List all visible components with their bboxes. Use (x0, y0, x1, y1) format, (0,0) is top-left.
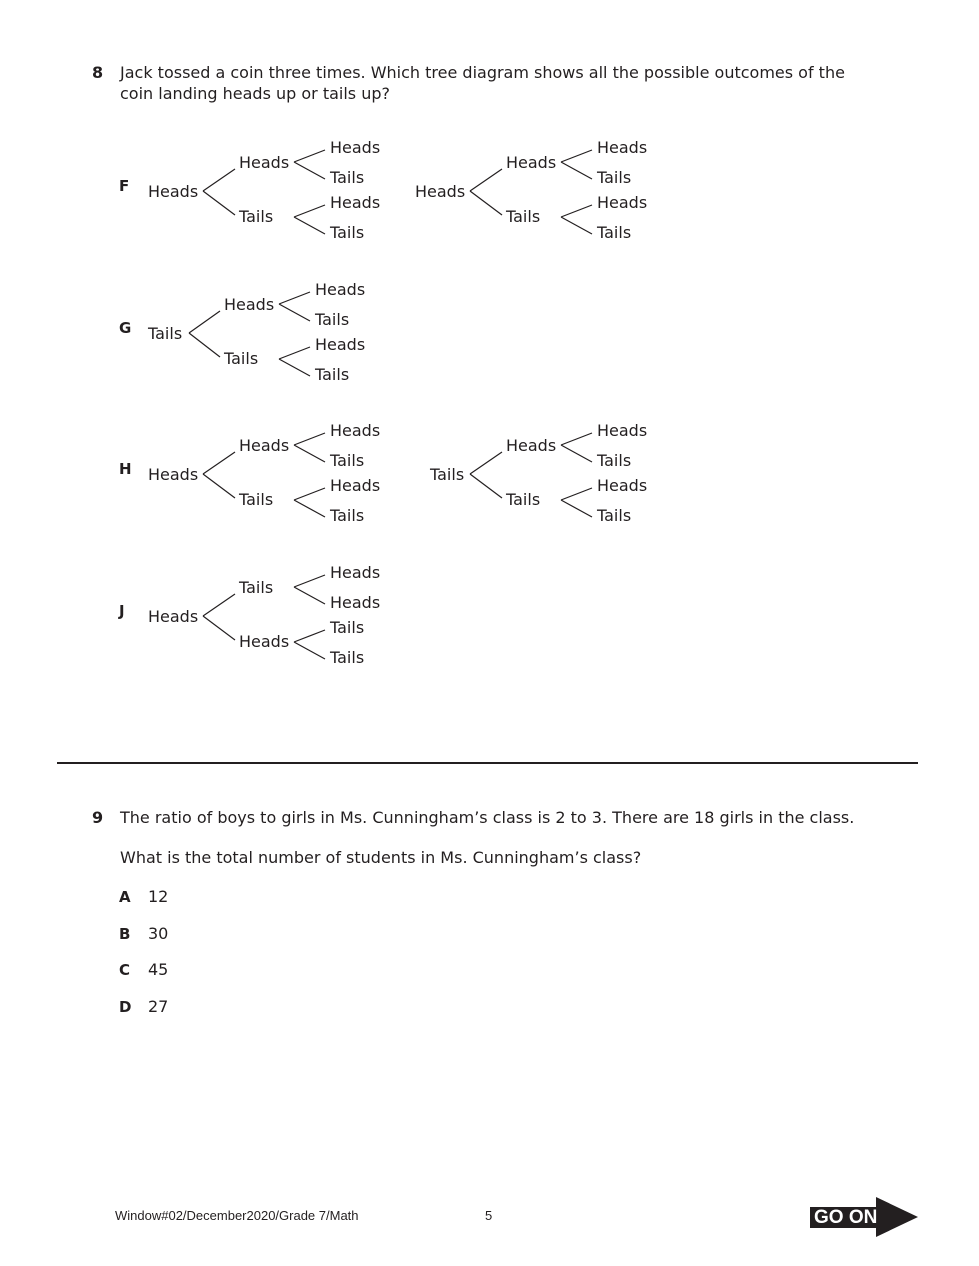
question-8-number: 8 (92, 63, 104, 82)
tree-leaf: Tails (315, 310, 350, 329)
tree-branch: Tails (506, 207, 541, 226)
tree-branch: Heads (506, 436, 557, 455)
tree-branch: Tails (239, 578, 274, 597)
tree-root: Heads (415, 182, 466, 201)
footer-form-info: Window#02/December2020/Grade 7/Math (115, 1208, 359, 1223)
tree-leaf: Heads (330, 138, 381, 157)
tree-leaf: Heads (330, 593, 381, 612)
tree-branch: Heads (506, 153, 557, 172)
option-letter: C (119, 961, 131, 979)
tree-leaf: Tails (597, 506, 632, 525)
tree-leaf: Tails (597, 223, 632, 242)
option-letter: H (119, 460, 132, 478)
option-letter: F (119, 177, 130, 195)
tree-diagram (430, 421, 670, 531)
tree-leaf: Tails (330, 618, 365, 637)
tree-diagram (415, 138, 655, 248)
option-value: 12 (148, 887, 169, 906)
option-value: 27 (148, 997, 169, 1016)
tree-branch: Heads (239, 436, 290, 455)
question-9-text: The ratio of boys to girls in Ms. Cunningham’s class is 2 to 3. There are 18 girls in the class. (120, 808, 855, 827)
tree-root: Tails (430, 465, 465, 484)
option-value: 45 (148, 960, 169, 979)
tree-root: Heads (148, 465, 199, 484)
go-on-indicator (810, 1197, 920, 1237)
tree-leaf: Heads (330, 563, 381, 582)
tree-diagram (148, 280, 388, 390)
tree-root: Tails (148, 324, 183, 343)
tree-root: Heads (148, 607, 199, 626)
option-letter: D (119, 998, 132, 1016)
tree-leaf: Heads (330, 421, 381, 440)
tree-leaf: Heads (330, 476, 381, 495)
section-divider (57, 762, 918, 764)
tree-leaf: Tails (597, 168, 632, 187)
question-9-prompt: What is the total number of students in Ms. Cunningham’s class? (120, 848, 642, 867)
tree-leaf: Tails (330, 648, 365, 667)
tree-leaf: Heads (597, 193, 648, 212)
tree-branch: Tails (224, 349, 259, 368)
tree-leaf: Tails (330, 506, 365, 525)
question-8-text: Jack tossed a coin three times. Which tree diagram shows all the possible outcomes of the coin landing heads up or tails up? (120, 63, 845, 103)
page-number: 5 (485, 1208, 493, 1223)
option-letter: G (119, 319, 132, 337)
tree-branch: Heads (239, 632, 290, 651)
tree-diagram (148, 563, 388, 673)
option-letter: A (119, 888, 131, 906)
tree-leaf: Heads (330, 193, 381, 212)
option-letter: J (119, 602, 125, 620)
tree-branch: Tails (239, 207, 274, 226)
tree-root: Heads (148, 182, 199, 201)
question-9-number: 9 (92, 808, 104, 827)
tree-leaf: Tails (330, 451, 365, 470)
option-value: 30 (148, 924, 169, 943)
tree-leaf: Heads (597, 138, 648, 157)
tree-leaf: Tails (315, 365, 350, 384)
tree-diagram (148, 138, 388, 248)
tree-branch: Heads (239, 153, 290, 172)
tree-diagram (148, 421, 388, 531)
tree-leaf: Heads (597, 476, 648, 495)
tree-branch: Tails (239, 490, 274, 509)
tree-branch: Tails (506, 490, 541, 509)
tree-leaf: Tails (330, 223, 365, 242)
tree-branch: Heads (224, 295, 275, 314)
tree-leaf: Heads (315, 335, 366, 354)
tree-leaf: Tails (597, 451, 632, 470)
tree-leaf: Heads (597, 421, 648, 440)
tree-leaf: Tails (330, 168, 365, 187)
option-letter: B (119, 925, 131, 943)
tree-leaf: Heads (315, 280, 366, 299)
go-on-label: GO ON (810, 1207, 882, 1228)
